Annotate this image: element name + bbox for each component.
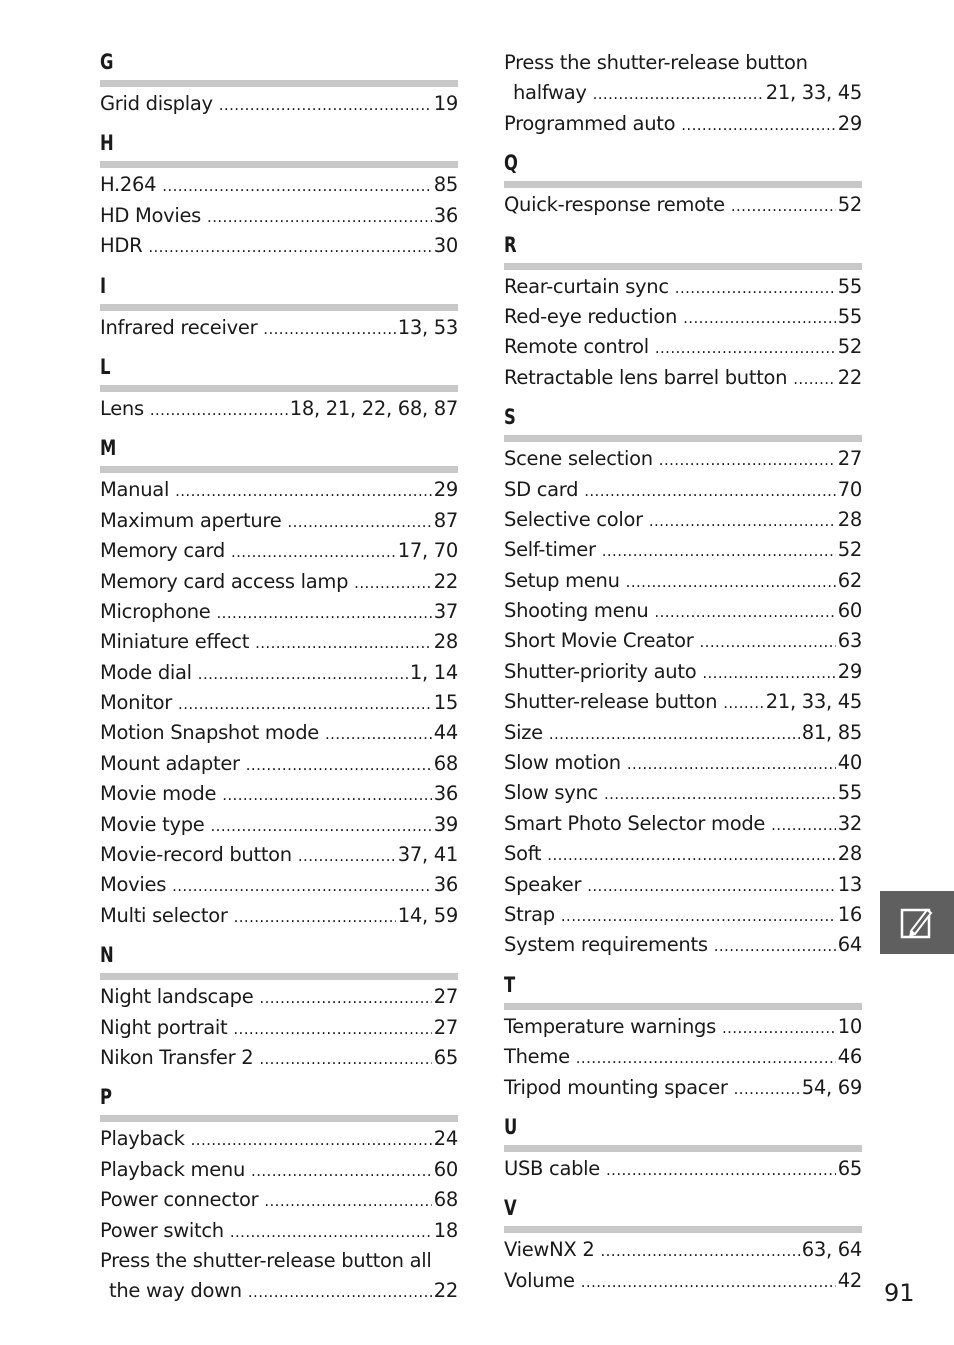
dot-leader [233, 1014, 431, 1044]
index-term: Motion Snapshot mode [100, 721, 319, 745]
index-entry [100, 749, 458, 779]
index-entry [504, 109, 862, 139]
dot-leader [602, 536, 836, 566]
index-entry [504, 272, 862, 302]
index-entry [100, 231, 458, 261]
dot-leader [547, 840, 836, 870]
index-section [504, 231, 862, 394]
index-entry [504, 596, 862, 626]
index-term: Power connector [100, 1188, 259, 1212]
dot-leader [191, 1125, 432, 1155]
dot-leader [172, 871, 432, 901]
index-term: Infrared receiver [100, 315, 258, 339]
section-rule [100, 304, 458, 311]
section-rule [100, 80, 458, 87]
index-section [504, 1194, 862, 1296]
index-term: Size [504, 720, 543, 744]
index-term: Playback [100, 1127, 185, 1151]
index-section [100, 1083, 458, 1246]
index-pages: 37, 41 [397, 843, 458, 867]
index-pages: 21, 33, 45 [765, 81, 862, 105]
index-entry [100, 870, 458, 900]
index-pages: 37 [433, 599, 458, 623]
dot-leader [793, 364, 836, 394]
dot-leader [259, 983, 431, 1013]
index-entry [504, 626, 862, 656]
index-section [504, 149, 862, 220]
index-term: Microphone [100, 599, 211, 623]
section-letter: V [504, 1196, 517, 1221]
index-term: Shutter-release button [504, 690, 718, 714]
dot-leader [600, 1236, 799, 1266]
index-term: Memory card [100, 539, 225, 563]
dot-leader [604, 779, 836, 809]
index-pages: 14, 59 [397, 903, 458, 927]
index-section [100, 941, 458, 1073]
index-term: SD card [504, 477, 579, 501]
section-letter: R [504, 232, 517, 257]
index-pages: 65 [837, 1156, 862, 1180]
dot-leader [587, 871, 836, 901]
index-term: Movie mode [100, 782, 217, 806]
index-entry [504, 475, 862, 505]
index-entry [504, 505, 862, 535]
index-term: Manual [100, 478, 170, 502]
index-pages: 13 [837, 872, 862, 896]
index-term: Movie-record button [100, 843, 292, 867]
index-entry [100, 1216, 458, 1246]
index-pages: 10 [837, 1014, 862, 1038]
index-term: Rear-curtain sync [504, 274, 669, 298]
index-entry [100, 627, 458, 657]
index-term: Memory card access lamp [100, 569, 349, 593]
index-pages: 28 [837, 507, 862, 531]
index-pages: 18, 21, 22, 68, 87 [289, 396, 458, 420]
index-pages: 16 [837, 902, 862, 926]
index-term: ViewNX 2 [504, 1238, 595, 1262]
dot-leader [150, 395, 288, 425]
dot-leader [354, 568, 432, 598]
dot-leader [264, 1186, 431, 1216]
index-section [504, 1113, 862, 1184]
index-pages: 21, 33, 45 [765, 690, 862, 714]
index-pages: 27 [433, 1015, 458, 1039]
section-letter: Q [504, 151, 518, 176]
section-rule [100, 161, 458, 168]
index-term: Theme [504, 1045, 570, 1069]
index-pages: 22 [837, 365, 862, 389]
dot-leader [576, 1043, 836, 1073]
index-pages: 36 [433, 873, 458, 897]
dot-leader [627, 749, 836, 779]
index-term: Mount adapter [100, 751, 240, 775]
index-term: Tripod mounting spacer [504, 1075, 728, 1099]
index-entry [504, 870, 862, 900]
section-rule [504, 1145, 862, 1152]
index-section [504, 971, 862, 1103]
section-gap [504, 1103, 862, 1113]
index-entry [504, 930, 862, 960]
section-rule [100, 466, 458, 473]
index-term: Programmed auto [504, 111, 676, 135]
section-rule [504, 181, 862, 188]
index-term: Grid display [100, 92, 213, 115]
index-term: Multi selector [100, 903, 228, 927]
dot-leader [731, 191, 836, 221]
index-pages: 17, 70 [397, 539, 458, 563]
index-entry [100, 201, 458, 231]
index-term: Soft [504, 842, 542, 866]
index-term: Slow motion [504, 751, 621, 775]
index-entry [100, 394, 458, 424]
index-term: Temperature warnings [504, 1014, 716, 1038]
index-section [100, 434, 458, 931]
index-term: Volume [504, 1268, 575, 1292]
index-entry [504, 778, 862, 808]
section-gap [100, 931, 458, 941]
dot-leader [549, 719, 800, 749]
index-entry [100, 840, 458, 870]
dot-leader [771, 810, 836, 840]
index-entry [504, 1235, 862, 1265]
index-pages: 55 [837, 781, 862, 805]
index-entry [504, 657, 862, 687]
index-term: Retractable lens barrel button [504, 365, 788, 389]
section-letter: M [100, 436, 117, 461]
dot-leader [234, 902, 396, 932]
index-term: USB cable [504, 1156, 600, 1180]
index-pages: 85 [433, 173, 458, 197]
index-section [100, 48, 458, 119]
index-pages: 40 [837, 751, 862, 775]
index-column-left [100, 48, 458, 1307]
section-gap [100, 1073, 458, 1083]
section-rule [504, 435, 862, 442]
index-pages: 22 [433, 569, 458, 593]
index-entry [504, 687, 862, 717]
dot-leader [723, 688, 764, 718]
chapter-tab [880, 891, 954, 954]
index-entry [504, 1266, 862, 1296]
index-entry [504, 444, 862, 474]
dot-leader [655, 333, 836, 363]
index-term: Shooting menu [504, 599, 649, 623]
dot-leader [255, 628, 432, 658]
dot-leader [659, 445, 836, 475]
dot-leader [561, 901, 836, 931]
index-pages: 55 [837, 274, 862, 298]
dot-leader [702, 658, 835, 688]
index-entry [100, 475, 458, 505]
section-gap [100, 424, 458, 434]
index-entry [100, 567, 458, 597]
index-pages: 29 [837, 659, 862, 683]
index-pages: 28 [433, 630, 458, 654]
section-gap [100, 262, 458, 272]
index-term: Maximum aperture [100, 508, 282, 532]
index-entry [100, 810, 458, 840]
index-term: the way down [109, 1279, 242, 1303]
index-term: Remote control [504, 335, 649, 359]
index-entry [100, 1276, 458, 1306]
index-term: Scene selection [504, 447, 653, 471]
index-section [100, 272, 458, 343]
index-entry [100, 1185, 458, 1215]
index-term: Miniature effect [100, 630, 250, 654]
section-gap [504, 139, 862, 149]
index-term: Movie type [100, 812, 205, 836]
index-entry [504, 809, 862, 839]
index-pages: 70 [837, 477, 862, 501]
dot-leader [287, 507, 431, 537]
index-entry [100, 658, 458, 688]
index-pages: 27 [433, 985, 458, 1009]
index-entry [504, 748, 862, 778]
index-entry [100, 313, 458, 343]
dot-leader [606, 1155, 836, 1185]
index-entry [100, 982, 458, 1012]
index-entry [100, 597, 458, 627]
index-entry [504, 302, 862, 332]
dot-leader [699, 627, 835, 657]
index-column-right [504, 48, 862, 1306]
index-entry [504, 900, 862, 930]
section-gap [504, 1296, 862, 1306]
dot-leader [148, 232, 431, 262]
index-pages: 29 [837, 111, 862, 135]
dot-leader [675, 273, 836, 303]
index-pages: 68 [433, 751, 458, 775]
index-pages: 52 [837, 193, 862, 217]
section-rule [100, 385, 458, 392]
index-pages: 64 [837, 933, 862, 957]
dot-leader [222, 780, 432, 810]
index-pages: 60 [837, 599, 862, 623]
index-pages: 28 [837, 842, 862, 866]
dot-leader [681, 110, 836, 140]
index-pages: 60 [433, 1157, 458, 1181]
index-term: Mode dial [100, 660, 192, 684]
index-section [504, 403, 862, 961]
index-entry [504, 1073, 862, 1103]
index-term: Night landscape [100, 985, 254, 1009]
index-pages: 15 [433, 691, 458, 715]
index-pages: 44 [433, 721, 458, 745]
dot-leader [683, 303, 836, 333]
section-rule [100, 973, 458, 980]
index-entry [100, 89, 458, 119]
dot-leader [230, 1217, 432, 1247]
index-term: H.264 [100, 173, 157, 197]
index-pages: 52 [837, 538, 862, 562]
section-letter: N [100, 943, 114, 968]
index-entry [504, 718, 862, 748]
index-pages: 54, 69 [801, 1075, 862, 1099]
index-term: Self-timer [504, 538, 596, 562]
index-pages: 39 [433, 812, 458, 836]
index-term: Red-eye reduction [504, 304, 678, 328]
section-letter: I [100, 273, 107, 298]
section-letter: H [100, 131, 114, 156]
dot-leader [626, 567, 836, 597]
index-entry [100, 170, 458, 200]
dot-leader [593, 79, 764, 109]
section-rule [504, 263, 862, 270]
section-gap [504, 961, 862, 971]
index-term: Slow sync [504, 781, 598, 805]
index-pages: 55 [837, 304, 862, 328]
index-term: Smart Photo Selector mode [504, 811, 766, 835]
dot-leader [207, 202, 432, 232]
section-letter: S [504, 405, 516, 430]
section-letter: P [100, 1085, 113, 1110]
index-pages: 63, 64 [801, 1238, 862, 1262]
section-letter: G [100, 50, 114, 74]
index-entry [504, 839, 862, 869]
index-term: halfway [513, 81, 587, 105]
dot-leader [714, 931, 836, 961]
index-term: Lens [100, 396, 144, 420]
dot-leader [259, 1044, 431, 1074]
section-gap [504, 221, 862, 231]
index-entry [100, 506, 458, 536]
index-term: Strap [504, 902, 555, 926]
section-gap [100, 343, 458, 353]
index-entry-continued-line: Press the shutter-release button [504, 51, 808, 74]
index-entry [100, 718, 458, 748]
index-pages: 42 [837, 1268, 862, 1292]
section-gap [504, 1184, 862, 1194]
index-term: Selective color [504, 507, 643, 531]
dot-leader [263, 314, 395, 344]
index-section [100, 129, 458, 261]
index-term: Shutter-priority auto [504, 659, 697, 683]
index-entry [504, 1012, 862, 1042]
index-term: Quick-response remote [504, 193, 725, 217]
dot-leader [178, 689, 432, 719]
section-letter: T [504, 972, 516, 997]
dot-leader [246, 750, 432, 780]
section-rule [504, 1226, 862, 1233]
dot-leader [584, 476, 836, 506]
index-term: System requirements [504, 933, 708, 957]
dot-leader [231, 537, 396, 567]
index-pages: 27 [837, 447, 862, 471]
index-pages: 36 [433, 782, 458, 806]
index-term: Setup menu [504, 568, 620, 592]
dot-leader [162, 171, 432, 201]
index-term: HDR [100, 234, 143, 258]
index-entry [504, 363, 862, 393]
index-pages: 81, 85 [801, 720, 862, 744]
index-term: Speaker [504, 872, 582, 896]
section-gap [100, 119, 458, 129]
index-entry [100, 1155, 458, 1185]
index-pages: 13, 53 [397, 315, 458, 339]
index-entry [504, 1042, 862, 1072]
index-term: Power switch [100, 1218, 224, 1242]
index-pages: 87 [433, 508, 458, 532]
index-entry [100, 901, 458, 931]
dot-leader [325, 719, 432, 749]
index-term: Monitor [100, 691, 173, 715]
index-pages: 1, 14 [409, 660, 458, 684]
index-entry [504, 535, 862, 565]
section-letter: L [100, 354, 111, 379]
index-entry [504, 566, 862, 596]
index-pages: 19 [433, 92, 458, 115]
index-term: Movies [100, 873, 167, 897]
index-entry [504, 78, 862, 108]
index-entry-continued-line: Press the shutter-release button all [100, 1248, 432, 1272]
dot-leader [248, 1277, 432, 1307]
section-rule [504, 1003, 862, 1010]
dot-leader [217, 598, 432, 628]
dot-leader [251, 1156, 432, 1186]
index-pages: 62 [837, 568, 862, 592]
index-entry [100, 1043, 458, 1073]
dot-leader [581, 1267, 836, 1297]
section-rule [100, 1115, 458, 1122]
index-pages: 65 [433, 1045, 458, 1069]
index-entry [100, 779, 458, 809]
index-pages: 46 [837, 1045, 862, 1069]
index-entry [504, 1154, 862, 1184]
dot-leader [175, 476, 432, 506]
index-term: Short Movie Creator [504, 629, 694, 653]
index-entry [504, 332, 862, 362]
section-gap [504, 393, 862, 403]
dot-leader [722, 1013, 836, 1043]
dot-leader [198, 659, 408, 689]
dot-leader [734, 1074, 800, 1104]
index-pages: 18 [433, 1218, 458, 1242]
index-entry [100, 536, 458, 566]
index-pages: 22 [433, 1279, 458, 1303]
page-number: 91 [884, 1279, 915, 1307]
index-pages: 32 [837, 811, 862, 835]
dot-leader [654, 597, 835, 627]
index-entry [100, 1124, 458, 1154]
index-term: HD Movies [100, 203, 202, 227]
index-pages: 29 [433, 478, 458, 502]
dot-leader [298, 841, 396, 871]
index-entry [100, 688, 458, 718]
index-pages: 63 [837, 629, 862, 653]
index-entry [504, 190, 862, 220]
dot-leader [210, 811, 431, 841]
index-pages: 68 [433, 1188, 458, 1212]
index-term: Nikon Transfer 2 [100, 1045, 254, 1069]
index-pages: 30 [433, 234, 458, 258]
pencil-note-icon [899, 905, 935, 941]
index-entry [100, 1013, 458, 1043]
index-pages: 36 [433, 203, 458, 227]
index-pages: 52 [837, 335, 862, 359]
index-section [100, 353, 458, 424]
index-pages: 24 [433, 1127, 458, 1151]
section-letter: U [504, 1114, 518, 1139]
dot-leader [649, 506, 836, 536]
dot-leader [219, 90, 432, 120]
index-term: Playback menu [100, 1157, 246, 1181]
index-term: Night portrait [100, 1015, 228, 1039]
